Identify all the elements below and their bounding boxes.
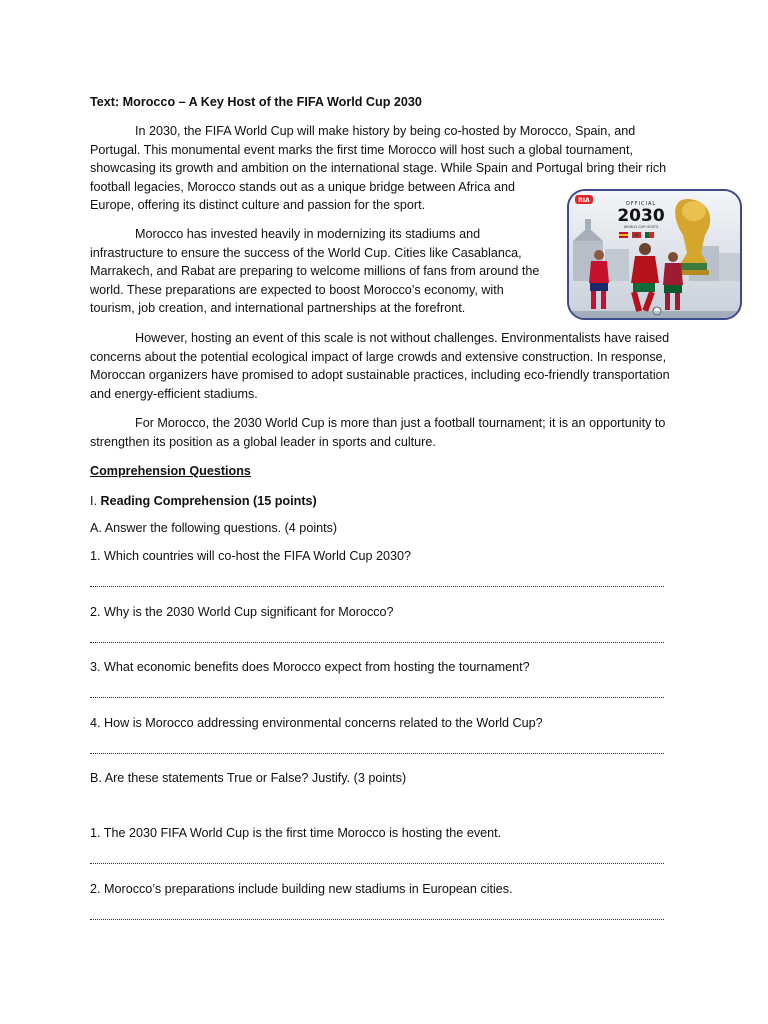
question-1: 1. Which countries will co-host the FIFA World Cup 2030? xyxy=(90,549,412,563)
question-3: 3. What economic benefits does Morocco expect from hosting the tournament? xyxy=(90,660,530,674)
paragraph-1-line-2: Portugal. This monumental event marks the first time Morocco will host such a global tournament, xyxy=(90,142,633,157)
question-2: 2. Why is the 2030 World Cup significant for Morocco? xyxy=(90,605,394,619)
answer-line-2[interactable] xyxy=(90,636,664,643)
question-4: 4. How is Morocco addressing environmental concerns related to the World Cup? xyxy=(90,716,543,730)
section-1-heading xyxy=(90,492,317,511)
justify-line-1[interactable] xyxy=(90,857,664,864)
poster-brand: RIA xyxy=(578,197,590,204)
justify-line-2[interactable] xyxy=(90,913,664,920)
document-title: Text: Morocco – A Key Host of the FIFA World Cup 2030 xyxy=(90,95,422,109)
section-1-prefix: I. xyxy=(90,494,101,508)
paragraph-1-line-3: showcasing its growth and ambition on the international stage. While Spain and Portugal bring their rich xyxy=(90,161,667,175)
paragraph-2-line-5: tourism, job creation, and international partnerships at the forefront. xyxy=(90,301,466,315)
paragraph-3-line-2: concerns about the potential ecological impact of large crowds and extensive construction. In response, xyxy=(90,349,667,364)
poster-official-label: OFFICIAL xyxy=(625,201,657,207)
paragraph-3-line-1: However, hosting an event of this scale is not without challenges. Environmentalists have raised xyxy=(135,331,670,345)
paragraph-3-line-3: Moroccan organizers have promised to adopt sustainable practices, including eco-friendly transportation xyxy=(90,368,670,382)
paragraph-3-line-4: and energy-efficient stadiums. xyxy=(90,386,258,401)
paragraph-2-line-3: Marrakech, and Rabat are preparing to welcome millions of fans from around the xyxy=(90,264,540,278)
paragraph-2-line-4: world. These preparations are expected to boost Morocco’s economy, with xyxy=(90,282,504,297)
answer-line-4[interactable] xyxy=(90,747,664,754)
comprehension-heading: Comprehension Questions xyxy=(90,464,251,478)
host-flags-icon xyxy=(619,232,654,238)
paragraph-4-line-2: strengthen its position as a global leader in sports and culture. xyxy=(90,434,436,449)
part-a-instruction: A. Answer the following questions. (4 points) xyxy=(90,521,338,535)
statement-2: 2. Morocco’s preparations include building new stadiums in European cities. xyxy=(90,882,513,896)
paragraph-1-line-4: football legacies, Morocco stands out as a unique bridge between Africa and xyxy=(90,179,515,194)
part-b-instruction: B. Are these statements True or False? Justify. (3 points) xyxy=(90,771,407,785)
paragraph-2-line-2: infrastructure to ensure the success of the World Cup. Cities like Casablanca, xyxy=(90,245,522,260)
answer-line-3[interactable] xyxy=(90,691,664,698)
section-1-title: Reading Comprehension (15 points) xyxy=(100,494,317,508)
paragraph-2-line-1: Morocco has invested heavily in modernizing its stadiums and xyxy=(135,227,481,241)
paragraph-1-line-5: Europe, offering its distinct culture and passion for the sport. xyxy=(90,198,426,212)
poster-year: 2030 xyxy=(617,206,665,226)
statement-1: 1. The 2030 FIFA World Cup is the first time Morocco is hosting the event. xyxy=(90,826,502,840)
world-cup-2030-poster xyxy=(567,189,742,320)
paragraph-4-line-1: For Morocco, the 2030 World Cup is more than just a football tournament; it is an opportunity to xyxy=(135,416,666,430)
poster-illustration xyxy=(569,191,740,318)
poster-caption: WORLD CUP HOSTS xyxy=(623,225,659,229)
answer-line-1[interactable] xyxy=(90,580,664,587)
paragraph-1-line-1: In 2030, the FIFA World Cup will make history by being co-hosted by Morocco, Spain, and xyxy=(135,124,636,138)
